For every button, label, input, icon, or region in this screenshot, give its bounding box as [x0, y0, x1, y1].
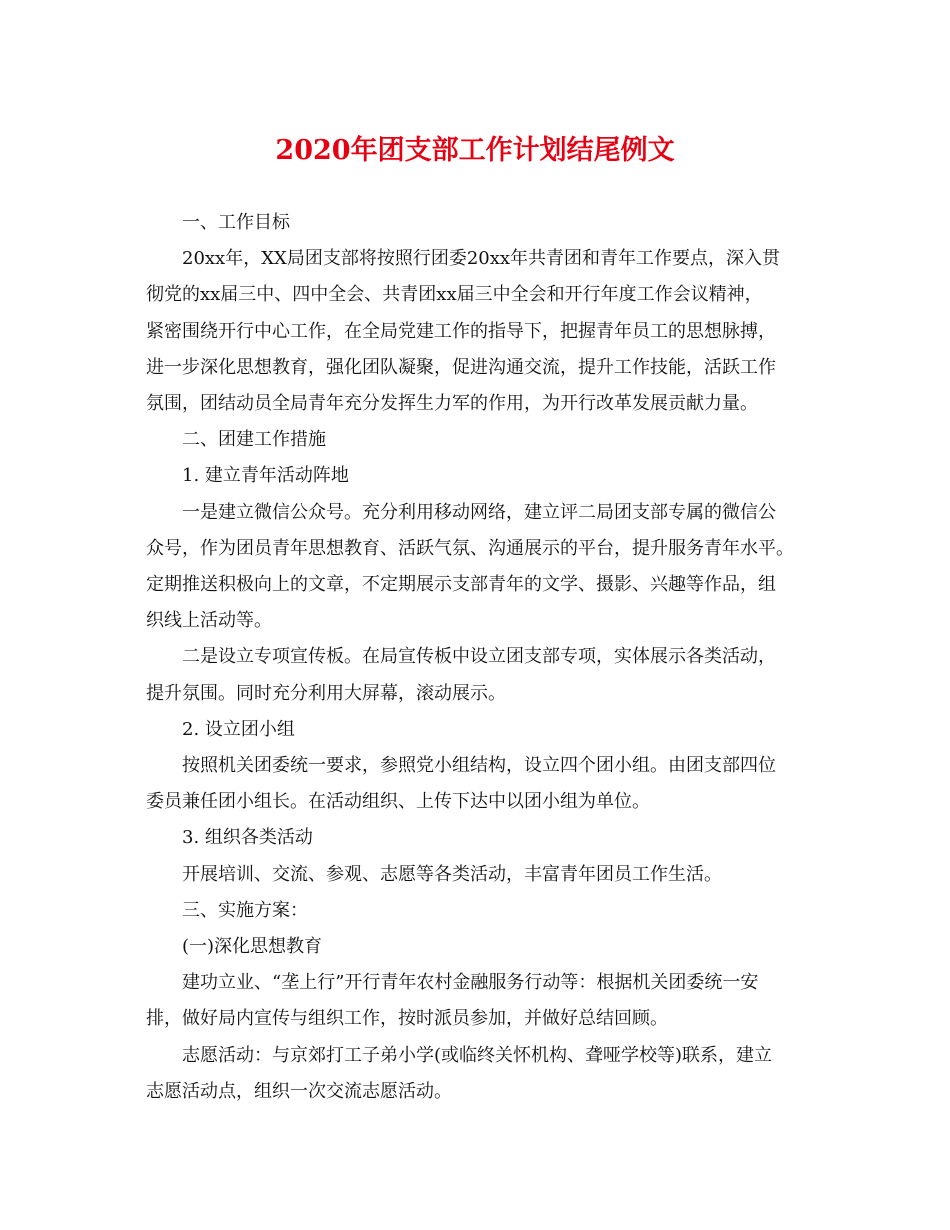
paragraph [146, 929, 806, 965]
paragraph [146, 495, 806, 640]
paragraph-line: 二是设立专项宣传板。在局宣传板中设立团支部专项，实体展示各类活动， [182, 646, 776, 668]
paragraph [146, 893, 806, 929]
paragraph [146, 639, 806, 711]
paragraph-line: 排，做好局内宣传与组织工作，按时派员参加，并做好总结回顾。 [146, 1008, 668, 1030]
paragraph-line: 建功立业、“垄上行”开行青年农村金融服务行动等：根据机关团委统一安 [182, 972, 759, 994]
paragraph [146, 712, 806, 748]
paragraph-line: 3. 组织各类活动 [182, 827, 313, 849]
paragraph-line: 三、实施方案： [182, 899, 308, 921]
paragraph-line: 20xx年，XX局团支部将按照行团委20xx年共青团和青年工作要点，深入贯 [182, 248, 781, 270]
document-body [146, 205, 806, 1110]
paragraph-line: 提升氛围。同时充分利用大屏幕，滚动展示。 [146, 682, 506, 704]
paragraph-line: 二、团建工作措施 [182, 429, 326, 451]
document-title: 2020年团支部工作计划结尾例文 [275, 135, 675, 166]
paragraph-line: 1. 建立青年活动阵地 [182, 465, 349, 487]
paragraph-line: 氛围，团结动员全局青年充分发挥生力军的作用，为开行改革发展贡献力量。 [146, 393, 758, 415]
paragraph [146, 857, 806, 893]
paragraph [146, 748, 806, 820]
paragraph [146, 241, 806, 422]
paragraph [146, 205, 806, 241]
paragraph-line: 进一步深化思想教育，强化团队凝聚，促进沟通交流，提升工作技能，活跃工作 [146, 356, 776, 378]
paragraph-line: 彻党的xx届三中、四中全会、共青团xx届三中全会和开行年度工作会议精神， [146, 284, 763, 306]
paragraph-line: 志愿活动：与京郊打工子弟小学(或临终关怀机构、聋哑学校等)联系，建立 [182, 1044, 773, 1066]
paragraph-line: 众号，作为团员青年思想教育、活跃气氛、沟通展示的平台，提升服务青年水平。 [146, 537, 794, 559]
paragraph-line: 一、工作目标 [182, 212, 290, 233]
paragraph-line: (一)深化思想教育 [182, 936, 323, 958]
paragraph [146, 422, 806, 458]
paragraph-line: 2. 设立团小组 [182, 718, 295, 740]
paragraph [146, 965, 806, 1037]
paragraph-line: 委员兼任团小组长。在活动组织、上传下达中以团小组为单位。 [146, 791, 650, 813]
paragraph-line: 定期推送积极向上的文章，不定期展示支部青年的文学、摄影、兴趣等作品，组 [146, 574, 776, 596]
paragraph [146, 820, 806, 856]
paragraph-line: 织线上活动等。 [146, 610, 272, 632]
paragraph [146, 1038, 806, 1110]
paragraph-line: 紧密围绕开行中心工作，在全局党建工作的指导下，把握青年员工的思想脉搏， [146, 320, 776, 342]
paragraph [146, 458, 806, 494]
paragraph-line: 一是建立微信公众号。充分利用移动网络，建立评二局团支部专属的微信公 [182, 501, 776, 523]
paragraph-line: 按照机关团委统一要求，参照党小组结构，设立四个团小组。由团支部四位 [182, 755, 776, 777]
paragraph-line: 志愿活动点，组织一次交流志愿活动。 [146, 1080, 452, 1102]
paragraph-line: 开展培训、交流、参观、志愿等各类活动，丰富青年团员工作生活。 [182, 863, 722, 885]
